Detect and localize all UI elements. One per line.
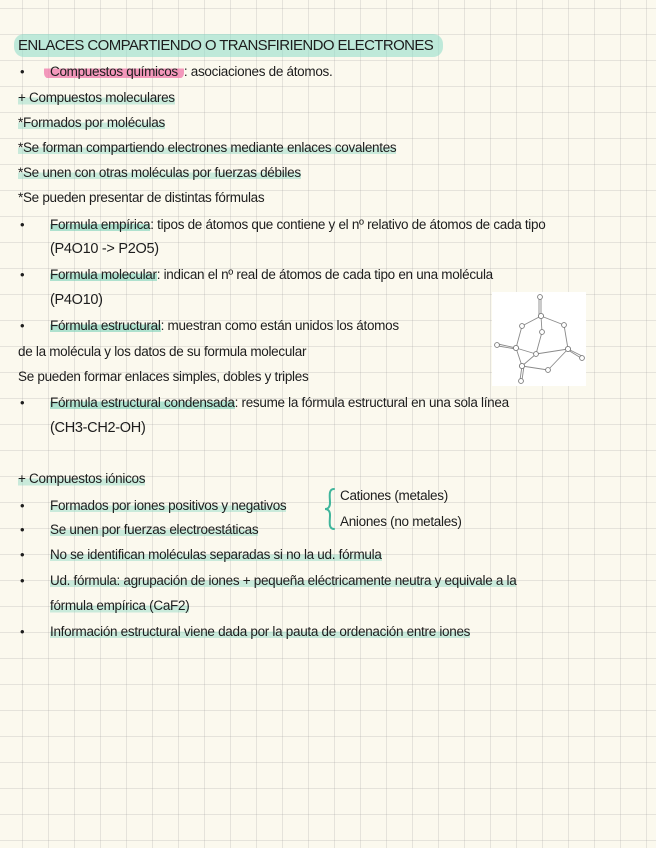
formula-empirica-line [50,216,545,234]
page-title: ENLACES COMPARTIENDO O TRANSFIRIENDO ELECTRONES [14,34,443,57]
formula-molecular-label: Formula molecular [50,267,157,282]
ud-formula-continuation [50,597,189,615]
formula-condensada-text: : resume la fórmula estructural en una sola línea [234,395,509,410]
se-pueden-text: *Se pueden presentar de distintas fórmulas [18,190,265,205]
formados-iones-text: Formados por iones positivos y negativos [50,498,287,513]
ionicos-header [18,470,145,488]
formula-empirica-label: Formula empírica [50,217,151,232]
formula-empirica-text: : tipos de átomos que contiene y el nº relativo de átomos de cada tipo [150,217,546,232]
p4o10-molecule-image [492,292,586,386]
se-unen-line [18,164,301,182]
formados-iones-line [50,497,286,515]
no-moleculas-line [50,546,382,564]
bullet: • [20,624,25,639]
formula-condensada-label: Fórmula estructural condensada [50,395,235,410]
cationes-label: Cationes (metales) [340,488,448,503]
fuerzas-electro-line [50,521,258,539]
formula-molecular-example: (P4O10) [50,292,103,308]
ud-formula-text: Ud. fórmula: agrupación de iones + pequeña eléctricamente neutra y equivale a la [50,573,517,588]
formula-condensada-line [50,394,509,412]
se-unen-text: *Se unen con otras moléculas por fuerzas débiles [18,165,301,180]
info-estructural-line [50,623,470,641]
formula-molecular-line [50,266,493,284]
ud-formula-cont-text: fórmula empírica (CaF2) [50,598,190,613]
bullet: • [20,522,25,537]
formados-moleculas-line [18,114,165,132]
aniones-label: Aniones (no metales) [340,514,462,529]
formados-moleculas-text: *Formados por moléculas [18,115,165,130]
bullet: • [20,573,25,588]
bullet: • [20,498,25,513]
se-forman-text: *Se forman compartiendo electrones mediante enlaces covalentes [18,140,397,155]
brace-icon [323,488,337,530]
formula-condensada-example: (CH3-CH2-OH) [50,420,146,436]
formula-molecular-text: : indican el nº real de átomos de cada tipo en una molécula [156,267,493,282]
formula-estructural-label: Fórmula estructural [50,318,161,333]
compuestos-quimicos-line [50,63,332,81]
enlaces-tipos-line: Se pueden formar enlaces simples, dobles y triples [18,369,309,384]
bullet: • [20,318,25,333]
bullet: • [20,217,25,232]
bullet: • [20,267,25,282]
moleculares-header [18,89,175,107]
fuerzas-electro-text: Se unen por fuerzas electroestáticas [50,522,259,537]
moleculares-header-text: + Compuestos moleculares [18,90,175,105]
ionicos-header-text: + Compuestos iónicos [18,471,146,486]
bullet: • [20,547,25,562]
compuestos-quimicos-text: : asociaciones de átomos. [183,64,333,79]
formula-estructural-text: : muestran como están unidos los átomos [160,318,399,333]
info-estructural-text: Información estructural viene dada por la pauta de ordenación entre iones [50,624,471,639]
no-moleculas-text: No se identifican moléculas separadas si no la ud. fórmula [50,547,382,562]
se-forman-line [18,139,396,157]
bullet: • [20,395,25,410]
formula-estructural-continuation: de la molécula y los datos de su formula molecular [18,344,307,359]
bullet: • [20,64,25,79]
compuestos-quimicos-label: Compuestos químicos [44,64,184,79]
se-pueden-line [18,189,264,207]
ud-formula-line [50,572,516,590]
molecule-icon [492,292,586,386]
formula-empirica-example: (P4O10 -> P2O5) [50,241,159,257]
formula-estructural-line [50,317,399,335]
